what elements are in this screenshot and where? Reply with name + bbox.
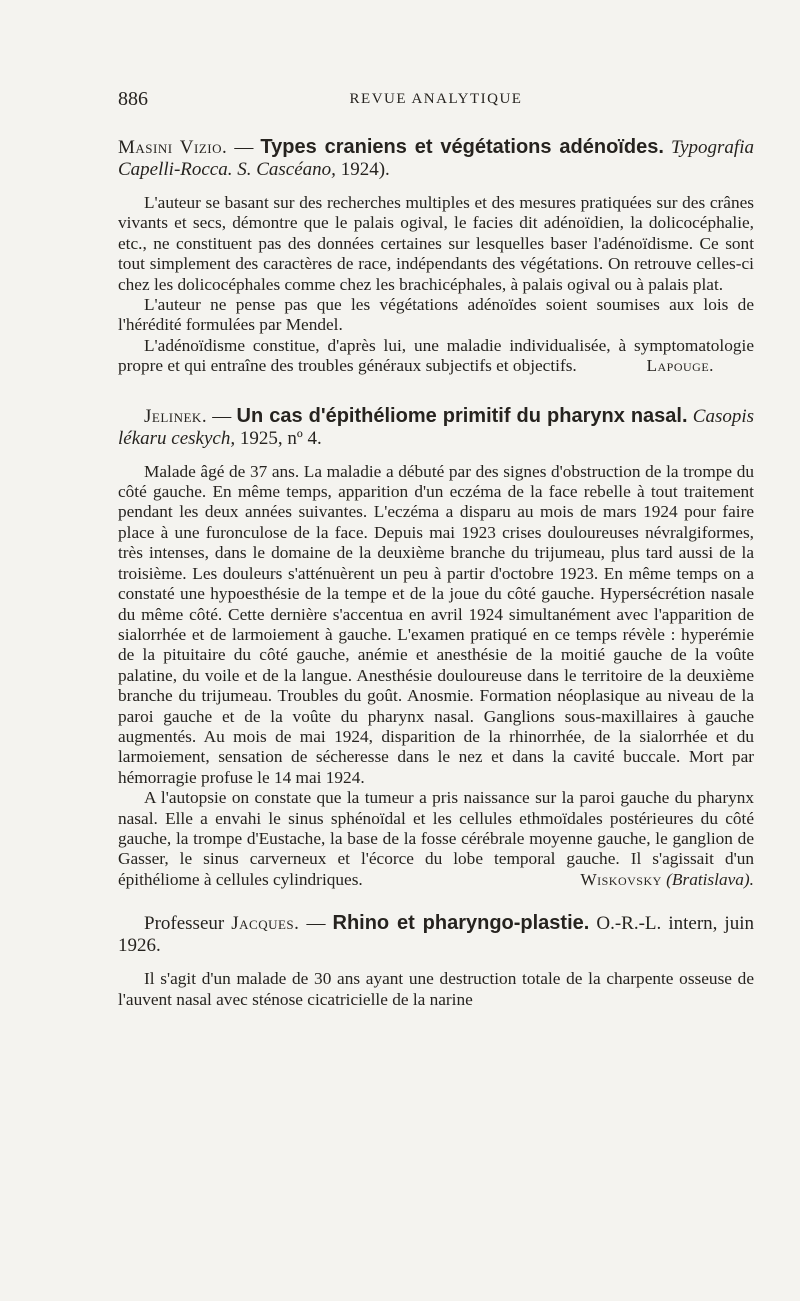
reviewer-place: (Bratislava). <box>666 869 754 889</box>
reviewer-signature: Wiskovsky <box>580 869 662 889</box>
page-header <box>118 88 754 114</box>
paragraph-text: L'adénoïdisme constitue, d'après lui, une maladie individualisée, à symptomatologie propre et qui entraîne des troubles généraux subjectifs et objectifs. <box>118 335 754 376</box>
signature-block <box>554 870 754 890</box>
author-name: Masini Vizio. <box>118 137 228 158</box>
entry-heading <box>118 136 754 181</box>
source-citation: O.-R.-L. intern, juin 1926. <box>118 913 754 957</box>
abstract-entry <box>118 912 754 1010</box>
paragraph: Malade âgé de 37 ans. La maladie a débuté par des signes d'obstruction de la trompe du côté gauche. En même temps, apparition d'un eczéma de la face rebelle à tout traitement pendant les deux années suivantes. L'eczéma a disparu au mois de mars 1924 pour faire place à une furonculose de la face. Depuis mai 1923 crises douloureuses névralgiformes, très intenses, dans le domaine de la deuxième branche du trijumeau, plus tard aussi de la troisième. Les douleurs s'atténuèrent un peu à partir d'octobre 1923. En même temps on a constaté une hypoesthésie de la tempe et de la joue du côté gauche. Hypersécrétion nasale du même côté. Cette dernière s'accentua en avril 1924 simultanément avec l'apparition de sialorrhée et de larmoiement à gauche. L'examen pratiqué en ce temps révèle : hyperémie de la pituitaire du côté gauche, anémie et anesthésie de la moitié gauche de la voûte palatine, du voile et de la langue. Anesthésie douloureuse dans le territoire de la deuxième branche du trijumeau. Troubles du goût. Anosmie. Formation néoplasique au niveau de la paroi gauche et de la voûte du pharynx nasal. Ganglions sous-maxillaires à gauche augmentés. Au mois de mai 1924, disparition de la rhinorrhée, de la sialorrhée et du larmoiement, sensation de sécheresse dans le nez et dans la cavité buccale. Mort par hémorragie profuse le 14 mai 1924. <box>118 461 754 787</box>
heading-dash: — <box>207 405 237 427</box>
entry-heading <box>118 405 754 450</box>
abstract-entry <box>118 405 754 891</box>
closing-paragraph <box>118 336 754 377</box>
running-title: REVUE ANALYTIQUE <box>349 91 523 107</box>
heading-dash: — <box>227 137 261 158</box>
author-name: Jelinek. <box>144 405 208 427</box>
paragraph: L'auteur ne pense pas que les végétations adénoïdes soient soumises aux lois de l'hérédité formulées par Mendel. <box>118 295 754 335</box>
abstract-entry <box>118 136 754 377</box>
page-number: 886 <box>118 88 148 110</box>
author-prefix: Professeur <box>144 913 225 935</box>
article-title: Types craniens et végétations adénoïdes. <box>260 136 664 158</box>
heading-dash: — <box>299 913 333 935</box>
source-citation: Casopis lékaru ceskych, <box>118 405 755 449</box>
article-title: Rhino et pharyngo-plastie. <box>332 912 590 935</box>
source-year: 1925, nº 4. <box>235 427 322 449</box>
paragraph: Il s'agit d'un malade de 30 ans ayant une destruction totale de la charpente osseuse de l'auvent nasal avec sténose cicatricielle de la narine <box>118 969 754 1009</box>
entry-heading <box>118 912 754 957</box>
source-citation: Typografia Capelli-Rocca. S. Cascéano, <box>118 137 754 180</box>
reviewer-signature: Lapouge. <box>646 356 714 376</box>
paragraph: L'auteur se basant sur des recherches multiples et des mesures pratiquées sur des crânes vivants et secs, démontre que le palais ogival, le facies dit adénoïdien, la dolicocéphalie, etc., ne constituent pas des données certaines sur lesquelles baser l'adénoïdisme. Ce sont tout simplement des caractères de race, indépendants des végétations. On retrouve celles-ci chez les dolicocéphales comme chez les brachicéphales, à palais ogival ou à palais plat. <box>118 193 754 294</box>
article-column <box>118 136 754 1026</box>
source-year: 1924). <box>335 159 390 180</box>
author-name: Jacques. <box>231 913 300 935</box>
closing-paragraph <box>118 788 754 890</box>
paragraph-text: A l'autopsie on constate que la tumeur a pris naissance sur la paroi gauche du pharynx nasal. Elle a envahi le sinus sphénoïdal et les cellules ethmoïdales postérieures du côté gauche, la trompe d'Eustache, la base de la fosse cérébrale moyenne gauche, le ganglion de Gasser, le sinus carverneux et l'écorce du lobe temporal gauche. Il s'agissait d'un épithéliome à cellules cylindriques. <box>118 788 754 889</box>
article-title: Un cas d'épithéliome primitif du pharynx nasal. <box>236 404 688 427</box>
